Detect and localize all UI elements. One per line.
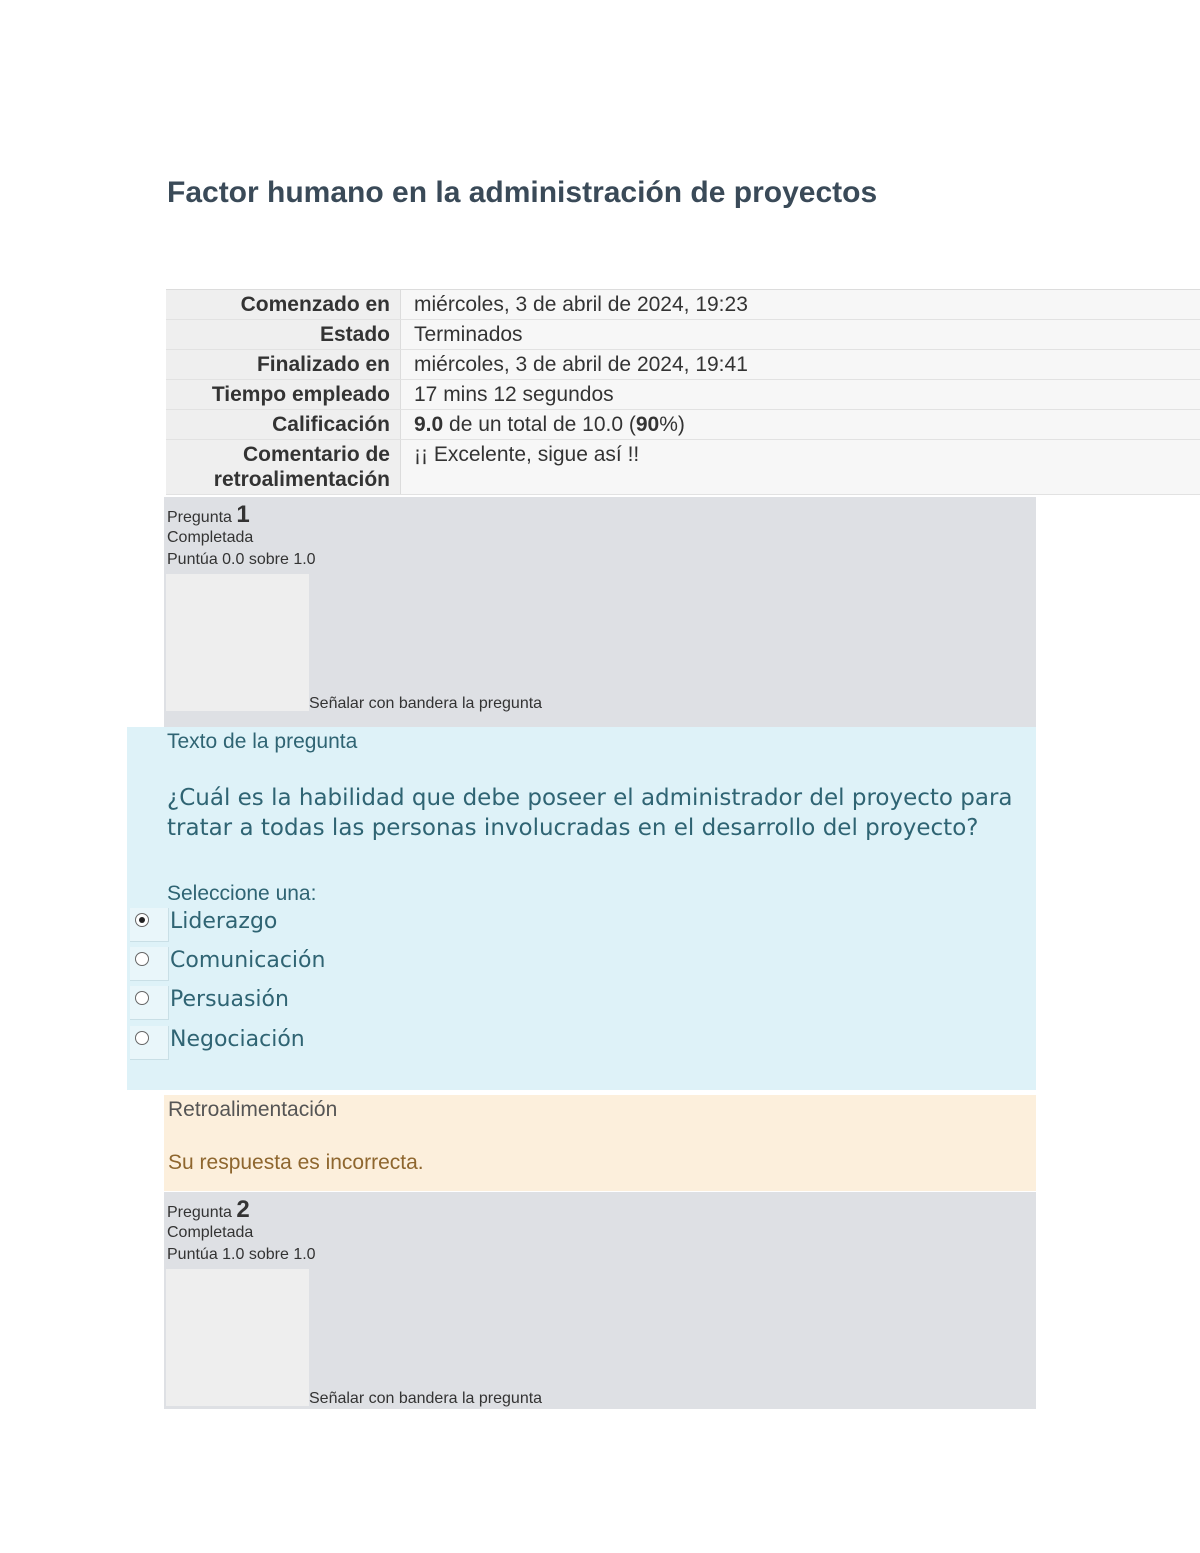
answer-option[interactable] <box>130 986 430 1022</box>
answer-option-label[interactable]: Liderazgo <box>170 909 278 934</box>
answer-option-label[interactable]: Persuasión <box>170 987 289 1012</box>
summary-row-time-taken <box>166 380 1200 410</box>
radio-cell <box>130 908 169 942</box>
radio-button[interactable] <box>135 1031 149 1045</box>
summary-row-grade <box>166 410 1200 440</box>
question-number <box>167 1196 250 1224</box>
question-number <box>167 501 250 529</box>
question-1-formulation <box>127 727 1036 1090</box>
question-grade: Puntúa 0.0 sobre 1.0 <box>167 551 316 568</box>
grade-percent-suffix: %) <box>659 413 685 436</box>
summary-value <box>400 410 1200 439</box>
question-grade: Puntúa 1.0 sobre 1.0 <box>167 1246 316 1263</box>
radio-button[interactable] <box>135 952 149 966</box>
answer-option[interactable] <box>130 947 430 983</box>
question-number-value: 1 <box>236 501 250 528</box>
question-number-value: 2 <box>236 1196 250 1223</box>
summary-label: Comenzado en <box>166 290 400 319</box>
question-text: ¿Cuál es la habilidad que debe poseer el administrador del proyecto para tratar a todas las personas involucradas en el desarrollo del proyecto? <box>167 785 1013 841</box>
summary-row-state <box>166 320 1200 350</box>
flag-question-link[interactable]: Señalar con bandera la pregunta <box>309 695 543 712</box>
summary-row-started <box>166 290 1200 320</box>
summary-row-finished <box>166 350 1200 380</box>
answer-option-label[interactable]: Comunicación <box>170 948 326 973</box>
flag-placeholder <box>166 1269 309 1406</box>
grade-score: 9.0 <box>414 413 444 436</box>
feedback-header: Retroalimentación <box>168 1098 338 1121</box>
radio-cell <box>130 947 169 981</box>
page-title: Factor humano en la administración de proyectos <box>167 176 878 209</box>
flag-question-link[interactable]: Señalar con bandera la pregunta <box>309 1390 543 1407</box>
attempt-summary-table <box>166 289 1200 495</box>
summary-value: 17 mins 12 segundos <box>400 380 1200 409</box>
radio-cell <box>130 1026 169 1060</box>
answer-option[interactable] <box>130 1026 430 1062</box>
question-2-info <box>164 1192 1036 1409</box>
summary-label: Estado <box>166 320 400 349</box>
question-text-header: Texto de la pregunta <box>167 730 358 753</box>
grade-percent: 90 <box>635 413 660 436</box>
summary-value: miércoles, 3 de abril de 2024, 19:23 <box>400 290 1200 319</box>
radio-button-selected[interactable] <box>135 913 149 927</box>
question-state: Completada <box>167 529 254 546</box>
grade-total: de un total de 10.0 ( <box>443 413 636 436</box>
summary-label: Comentario de retroalimentación <box>166 440 400 494</box>
summary-label: Finalizado en <box>166 350 400 379</box>
flag-placeholder <box>166 574 309 711</box>
answer-option[interactable] <box>130 908 430 944</box>
question-1-feedback <box>164 1095 1036 1191</box>
question-state: Completada <box>167 1224 254 1241</box>
summary-row-feedback <box>166 440 1200 495</box>
question-prefix: Pregunta <box>167 1204 232 1221</box>
radio-cell <box>130 986 169 1020</box>
summary-label: Calificación <box>166 410 400 439</box>
summary-value: ¡¡ Excelente, sigue así !! <box>400 440 1200 494</box>
summary-value: miércoles, 3 de abril de 2024, 19:41 <box>400 350 1200 379</box>
question-1-info <box>164 497 1036 727</box>
summary-label: Tiempo empleado <box>166 380 400 409</box>
question-prefix: Pregunta <box>167 509 232 526</box>
answer-prompt: Seleccione una: <box>167 882 317 905</box>
summary-value: Terminados <box>400 320 1200 349</box>
answer-option-label[interactable]: Negociación <box>170 1027 305 1052</box>
feedback-message: Su respuesta es incorrecta. <box>168 1151 424 1174</box>
radio-button[interactable] <box>135 991 149 1005</box>
